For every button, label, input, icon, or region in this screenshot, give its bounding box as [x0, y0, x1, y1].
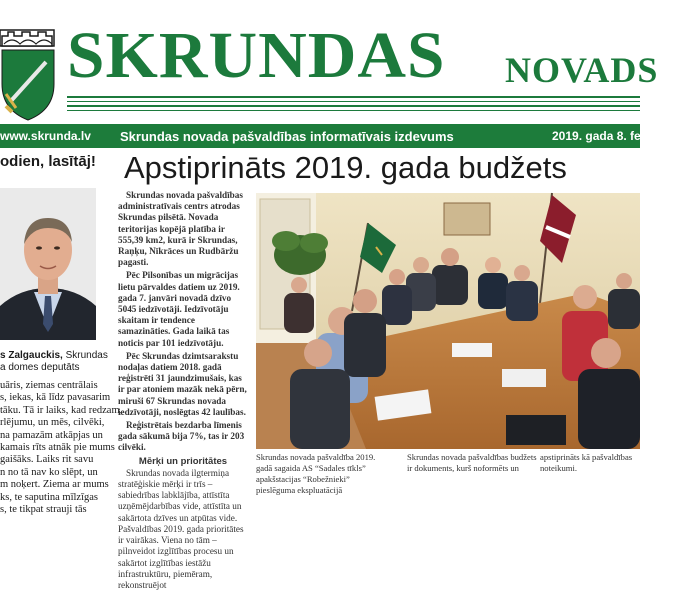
editorial-line: s, te tikpat strauji tās: [0, 504, 87, 516]
editorial-column: [0, 150, 123, 516]
masthead-rule: [67, 101, 640, 102]
editorial-line: gaišāks. Laiks rit savu: [0, 454, 94, 466]
bottom-column-3: apstiprināts kā pašvaldības noteikumi.: [540, 452, 633, 473]
editorial-line: n no tā nav ko slēpt, un: [0, 466, 98, 478]
editorial-line: tāku. Tā ir laiks, kad redzam,: [0, 404, 123, 416]
editorial-line: m noķert. Ziema ar mums: [0, 479, 109, 491]
editorial-body: [0, 380, 123, 516]
editorial-heading: odien, lasītāj!: [0, 153, 96, 170]
article-paragraph: Reģistrētais bezdarba līmenis gada sākumā bija 7%, tas ir 203 cilvēki.: [118, 420, 245, 453]
bottom-column-2: Skrundas novada pašvaldības budžets ir dokuments, kurš noformēts un: [407, 452, 537, 473]
publication-description: Skrundas novada pašvaldības informatīvais izdevums: [120, 129, 454, 144]
author-role: a domes deputāts: [0, 362, 80, 373]
author-portrait: [0, 188, 96, 340]
masthead-rule: [67, 110, 640, 111]
editorial-line: s, iekas, kā līdz pavasarim: [0, 392, 111, 404]
editorial-line: rlējumu, un mēs, cilvēki,: [0, 417, 105, 429]
masthead: [0, 0, 659, 128]
main-headline: Apstiprināts 2019. gada budžets: [124, 150, 567, 185]
editorial-line: ks, te saputina mīlzīgas: [0, 491, 98, 503]
masthead-rule: [67, 96, 640, 98]
article-text: [118, 190, 248, 593]
article-paragraph: Pēc Skrundas dzimtsarakstu nodaļas datiem 2018. gadā reģistrēti 31 jaundzimušais, kas ir par atoniem mazāk nekā pērn, miruši 67 Skrundas novada iedzīvotāji, noslēgtas 42 laulības.: [118, 350, 247, 417]
editorial-line: kamais rīts atnāk pie mums: [0, 442, 115, 454]
meeting-photo-image: [256, 193, 640, 449]
article-paragraph: Pēc Pilsonības un migrācijas lietu pārvaldes datiem uz 2019. gada 7. janvāri novadā dzīvo 5045 iedzīvotāji. Iedzīvotāju skaitam ir tendence samazināties. Gada laikā tas noticis par 101 iedzīvotāju.: [118, 270, 240, 348]
masthead-rule: [67, 105, 640, 107]
issue-date: 2019. gada 8. februāris: [552, 129, 681, 143]
author-caption: [0, 350, 108, 362]
author-name: s Zalgauckis,: [0, 350, 63, 361]
author-place: Skrundas: [62, 350, 108, 361]
article-subheading: Mērķi un prioritātes: [138, 455, 228, 467]
editorial-line: uāris, ziemas centrālais: [0, 380, 98, 391]
editorial-line: na pamazām atkāpjas un: [0, 429, 103, 441]
bottom-column-1: Skrundas novada pašvaldība 2019. gadā sagaida AS “Sadales tīkls” apakšstacijas “Robežnieki” pieslēguma ekspluatācijā: [256, 452, 376, 495]
coat-of-arms-icon: [0, 22, 56, 122]
website-link[interactable]: www.skrunda.lv: [0, 129, 91, 143]
info-bar: [0, 124, 681, 148]
newspaper-title: SKRUNDAS: [67, 19, 446, 92]
newspaper-subtitle: NOVADS: [505, 50, 659, 90]
portrait-image: [0, 188, 96, 340]
article-paragraph: Skrundas novada pašvaldības administratīvais centrs atrodas Skrundas pilsētā. Novada teritorijas kopējā platība ir 555,39 km2, kurā ir Skrundas, Raņķu, Nīkrāces un Rudbāržu pagasti.: [118, 190, 243, 268]
council-meeting-photo: [256, 193, 640, 449]
article-paragraph: Skrundas novada ilgtermiņa stratēģiskie mērķi ir trīs – sabiedrības labklājība, attīstīta uzņēmējdarbības vide, attīstīta un sakārtota dzīves un atpūtas vide. Pašvaldības 2019. gada prioritātes ir vairākas. Viena no tām – pilnveidot izglītības procesu un sakārtot izglītības iestāžu infrastruktūru, piemēram, rekonstruējot: [118, 467, 244, 590]
